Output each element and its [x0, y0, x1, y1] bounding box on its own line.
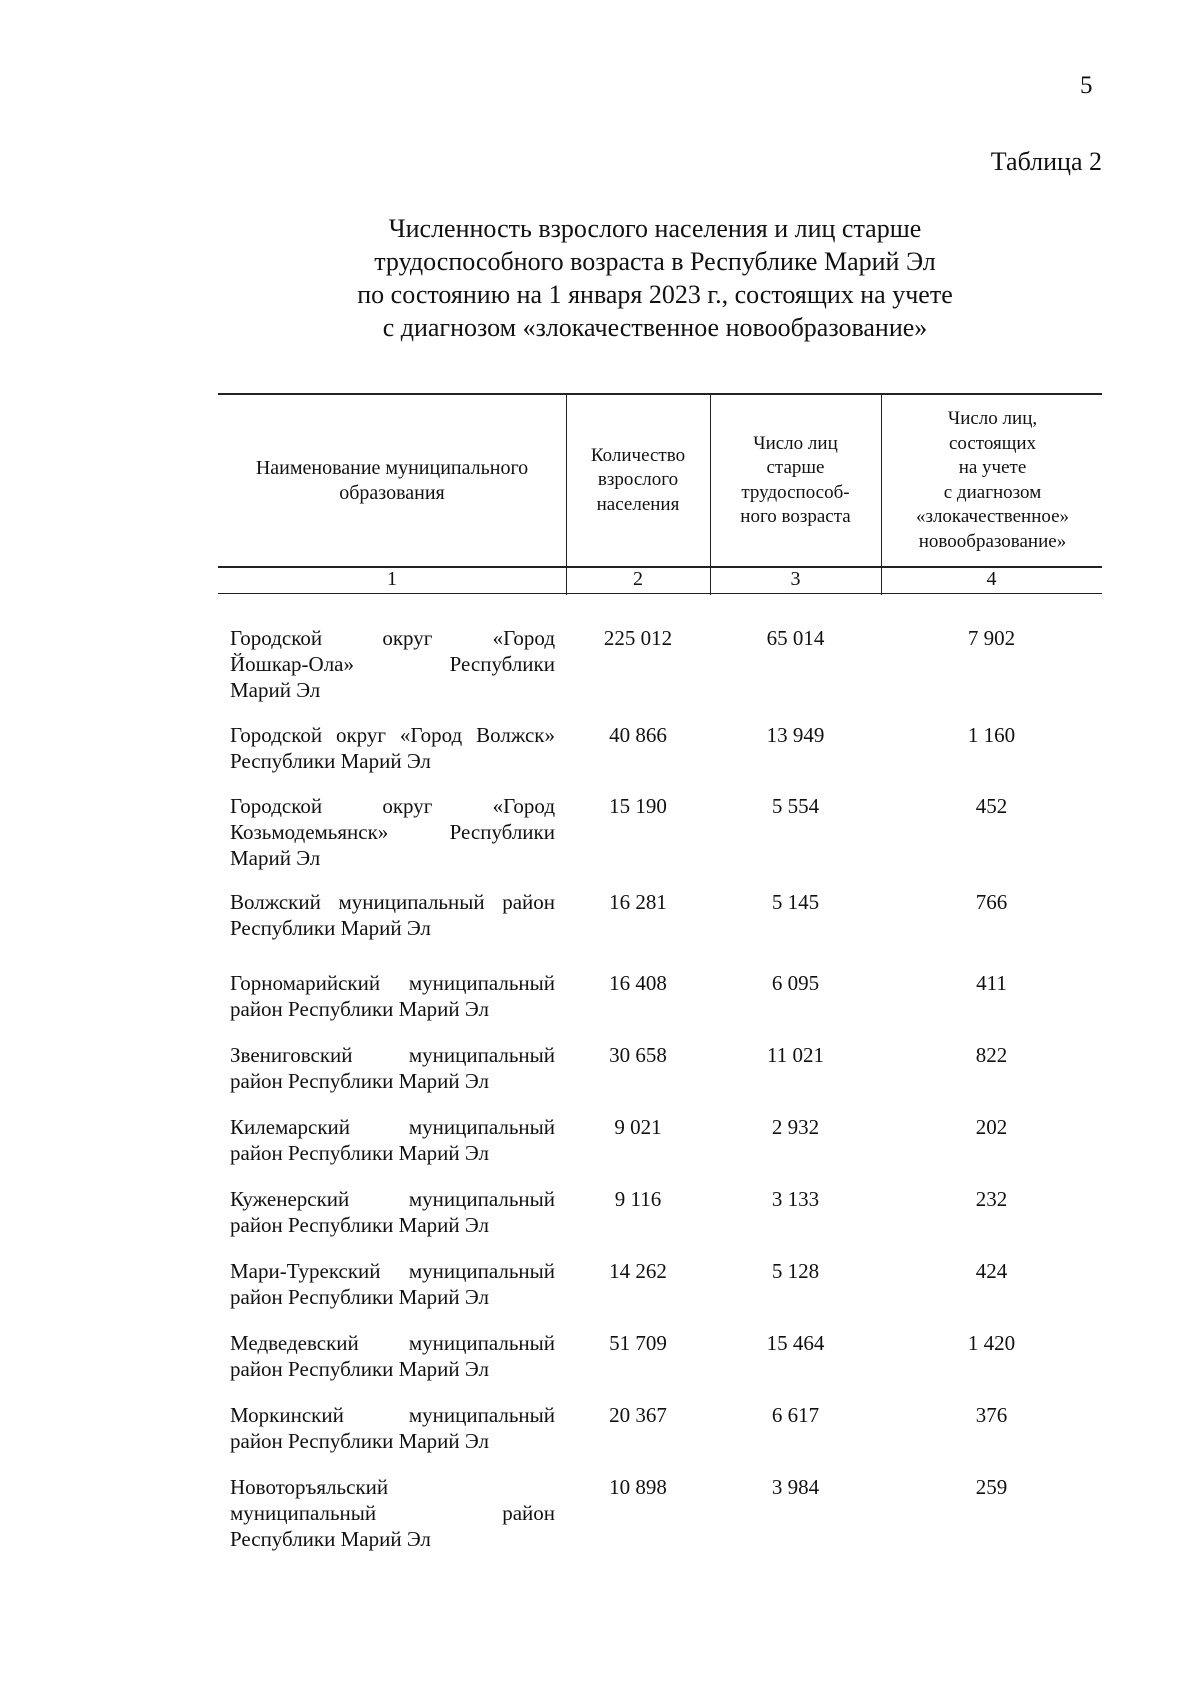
name-line: Марий Эл — [230, 846, 321, 870]
header-text: ного возраста — [740, 506, 851, 527]
cell-registered: 822 — [975, 1043, 1008, 1067]
cell-adults: 16 408 — [609, 971, 667, 995]
header-text: с диагнозом — [943, 481, 1042, 503]
name-line: Мари-Турекский муниципальный — [230, 1259, 555, 1283]
name-line: район Республики Марий Эл — [230, 997, 489, 1021]
header-text: старше — [766, 457, 825, 478]
header-cell-elderly — [712, 395, 879, 566]
header-cell-name — [222, 395, 562, 566]
column-divider — [566, 395, 567, 595]
header-text: образования — [339, 481, 445, 504]
header-text: Число лиц — [753, 432, 838, 454]
name-line: Марий Эл — [230, 678, 321, 702]
cell-registered: 202 — [975, 1115, 1008, 1139]
cell-municipality-name — [230, 1330, 555, 1382]
name-line: Горномарийский муниципальный — [230, 971, 555, 995]
header-text: новообразование» — [918, 530, 1067, 552]
cell-adults: 15 190 — [609, 794, 667, 818]
cell-elderly: 3 133 — [771, 1187, 820, 1211]
header-text: «злокачественное» — [915, 506, 1070, 527]
header-text: Число лиц, — [947, 408, 1038, 429]
cell-municipality-name — [230, 1042, 555, 1094]
name-line: Козьмодемьянск» Республики — [230, 820, 555, 844]
name-line: Республики Марий Эл — [230, 1527, 431, 1551]
cell-elderly: 5 128 — [771, 1259, 820, 1283]
header-text: Наименование муниципального — [255, 457, 529, 479]
cell-registered: 766 — [975, 890, 1008, 914]
name-line: Медведевский муниципальный — [230, 1331, 555, 1355]
cell-registered: 259 — [975, 1475, 1008, 1499]
cell-municipality-name — [230, 1114, 555, 1166]
column-divider — [881, 395, 882, 595]
cell-elderly: 5 145 — [771, 890, 820, 914]
cell-municipality-name — [230, 1474, 555, 1552]
name-line: Городской округ «Город Волжск» — [230, 723, 555, 747]
name-line: Волжский муниципальный район — [230, 890, 555, 914]
name-line: район Республики Марий Эл — [230, 1069, 489, 1093]
name-line: Килемарский муниципальный — [230, 1115, 555, 1139]
header-cell-registered — [883, 395, 1102, 566]
header-text: на учете — [958, 457, 1027, 478]
header-text: Количество — [590, 444, 686, 466]
cell-municipality-name — [230, 793, 555, 871]
cell-elderly: 15 464 — [766, 1331, 825, 1355]
cell-municipality-name — [230, 970, 555, 1022]
cell-elderly: 2 932 — [771, 1115, 820, 1139]
column-number: 2 — [633, 568, 643, 590]
name-line: Городской округ «Город — [230, 626, 555, 650]
name-line: Куженерский муниципальный — [230, 1187, 555, 1211]
header-text: взрослого — [597, 469, 679, 491]
name-line: Республики Марий Эл — [230, 749, 431, 773]
document-title — [200, 212, 1110, 344]
cell-adults: 9 116 — [614, 1187, 662, 1211]
numbers-bottom-rule — [218, 593, 1102, 594]
cell-registered: 7 902 — [967, 626, 1016, 650]
cell-adults: 10 898 — [609, 1475, 667, 1499]
cell-elderly: 6 095 — [771, 971, 820, 995]
cell-adults: 14 262 — [609, 1259, 667, 1283]
name-line: район Республики Марий Эл — [230, 1285, 489, 1309]
cell-adults: 20 367 — [609, 1403, 667, 1427]
header-text: населения — [596, 493, 680, 515]
cell-registered: 376 — [975, 1403, 1008, 1427]
header-cell-adults — [568, 395, 708, 566]
page-number: 5 — [1080, 72, 1093, 99]
column-number: 3 — [790, 568, 801, 590]
cell-elderly: 11 021 — [767, 1043, 824, 1067]
cell-elderly: 65 014 — [766, 626, 825, 650]
column-number: 1 — [387, 568, 397, 590]
name-line: Новоторъяльский — [230, 1475, 389, 1499]
title-line: Численность взрослого населения и лиц старше — [388, 214, 922, 243]
name-line: Моркинский муниципальный — [230, 1403, 555, 1427]
cell-municipality-name — [230, 722, 555, 774]
cell-registered: 1 160 — [967, 723, 1016, 747]
column-divider — [710, 395, 711, 595]
name-line: Звениговский муниципальный — [230, 1043, 555, 1067]
cell-elderly: 13 949 — [766, 723, 825, 747]
name-line: муниципальный район — [230, 1501, 555, 1525]
cell-registered: 452 — [975, 794, 1008, 818]
name-line: район Республики Марий Эл — [230, 1429, 489, 1453]
cell-adults: 225 012 — [603, 626, 673, 650]
cell-registered: 1 420 — [967, 1331, 1016, 1355]
title-line: трудоспособного возраста в Республике Марий Эл — [374, 247, 936, 276]
name-line: Городской округ «Город — [230, 794, 555, 818]
cell-registered: 411 — [976, 971, 1007, 995]
cell-municipality-name — [230, 1186, 555, 1238]
title-line: по состоянию на 1 января 2023 г., состоящих на учете — [357, 280, 953, 309]
title-line: с диагнозом «злокачественное новообразование» — [382, 313, 928, 342]
cell-adults: 16 281 — [609, 890, 667, 914]
cell-municipality-name — [230, 889, 555, 941]
cell-registered: 232 — [975, 1187, 1008, 1211]
column-number: 4 — [986, 568, 997, 590]
name-line: район Республики Марий Эл — [230, 1357, 489, 1381]
cell-adults: 51 709 — [609, 1331, 667, 1355]
cell-adults: 40 866 — [609, 723, 667, 747]
name-line: район Республики Марий Эл — [230, 1141, 489, 1165]
name-line: район Республики Марий Эл — [230, 1213, 489, 1237]
cell-elderly: 5 554 — [771, 794, 820, 818]
cell-municipality-name — [230, 1258, 555, 1310]
cell-adults: 9 021 — [614, 1115, 662, 1139]
cell-elderly: 6 617 — [771, 1403, 820, 1427]
name-line: Республики Марий Эл — [230, 916, 431, 940]
name-line: Йошкар-Ола» Республики — [230, 652, 555, 676]
table-label: Таблица 2 — [990, 147, 1102, 176]
cell-registered: 424 — [975, 1259, 1008, 1283]
cell-municipality-name — [230, 1402, 555, 1454]
cell-elderly: 3 984 — [771, 1475, 820, 1499]
cell-adults: 30 658 — [609, 1043, 667, 1067]
cell-municipality-name — [230, 625, 555, 703]
header-text: состоящих — [948, 432, 1037, 454]
header-text: трудоспособ- — [741, 481, 850, 503]
